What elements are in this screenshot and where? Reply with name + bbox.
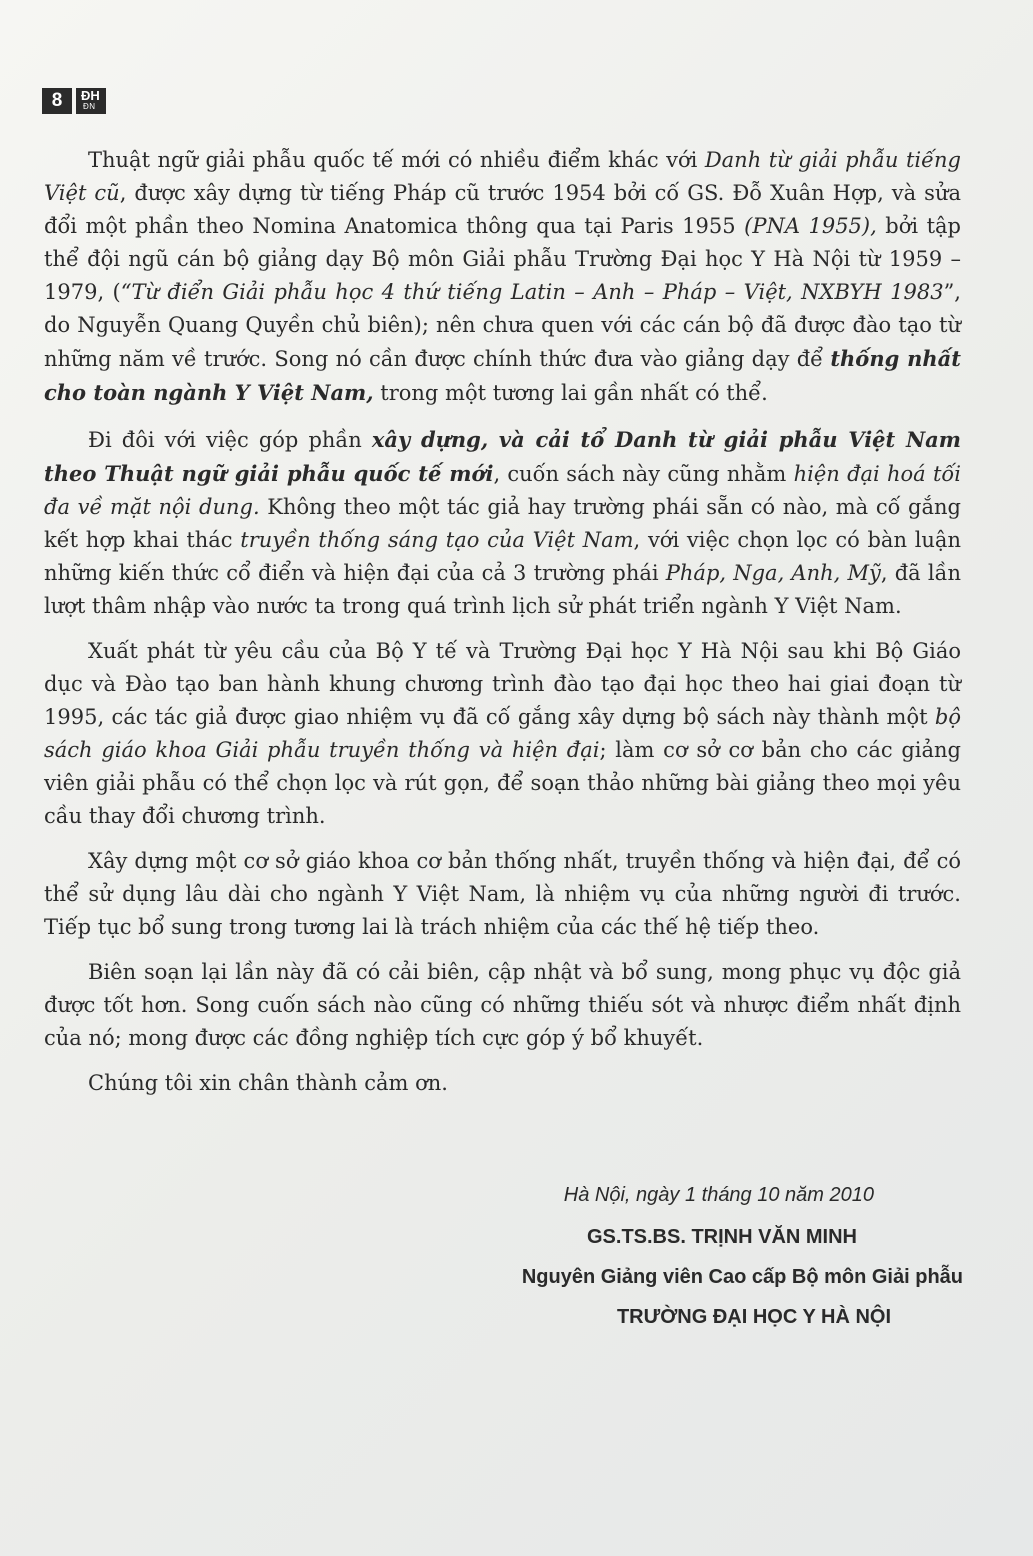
text-run: bộ sách giáo khoa Giải phẫu truyền thống và hiện đại [44, 705, 961, 762]
text-run: trong một tương lai gần nhất có thể. [373, 381, 768, 405]
paragraph [44, 956, 961, 1055]
paragraph [44, 845, 961, 944]
text-run: truyền thống sáng tạo của Việt Nam [240, 528, 634, 552]
page-number: 8 [42, 88, 72, 114]
text-run: Danh từ giải phẫu tiếng Việt cũ [44, 148, 961, 205]
text-run: ”, do Nguyễn Quang Quyền chủ biên); nên chưa quen với các cán bộ đã được đào tạo từ những năm về trước. Song nó cần được chính thức đưa vào giảng dạy để [44, 280, 961, 371]
paragraph [44, 635, 961, 833]
text-run: Pháp, Nga, Anh, Mỹ [665, 561, 881, 585]
preface-body [44, 144, 961, 1112]
paragraph [44, 1067, 961, 1100]
text-run: Thuật ngữ giải phẫu quốc tế mới có nhiều điểm khác với [88, 148, 705, 172]
text-run: “Từ điển Giải phẫu học 4 thứ tiếng Latin – Anh – Pháp – Việt, NXBYH 1983 [120, 280, 944, 304]
text-run: hiện đại hoá tối đa về mặt nội dung. [44, 462, 961, 519]
text-run: , với việc chọn lọc có bàn luận những kiến thức cổ điển và hiện đại của cả 3 trường phái [44, 528, 961, 585]
text-run: (PNA 1955), [744, 214, 877, 238]
text-run: Biên soạn lại lần này đã có cải biên, cập nhật và bổ sung, mong phục vụ độc giả được tốt hơn. Song cuốn sách nào cũng có những thiếu sót và nhược điểm nhất định của nó; mong được các đồng nghiệp tích cực góp ý bổ khuyết. [44, 960, 961, 1050]
signature-school: TRƯỜNG ĐẠI HỌC Y HÀ NỘI [616, 1306, 891, 1328]
paragraph [44, 144, 961, 410]
text-run: Xây dựng một cơ sở giáo khoa cơ bản thống nhất, truyền thống và hiện đại, để có thể sử dụng lâu dài cho ngành Y Việt Nam, là nhiệm vụ của những người đi trước. Tiếp tục bổ sung trong tương lai là trách nhiệm của các thế hệ tiếp theo. [44, 849, 961, 939]
text-run: Đi đôi với việc góp phần [88, 428, 372, 452]
logo-bottom-text: ĐN [83, 102, 96, 111]
text-run: , được xây dựng từ tiếng Pháp cũ trước 1954 bởi cố GS. Đỗ Xuân Hợp, và sửa đổi một phần theo Nomina Anatomica thông qua tại Paris 1955 [44, 181, 961, 238]
text-run: , cuốn sách này cũng nhằm [493, 462, 794, 486]
signature-name: GS.TS.BS. TRỊNH VĂN MINH [586, 1226, 857, 1248]
text-run: Xuất phát từ yêu cầu của Bộ Y tế và Trường Đại học Y Hà Nội sau khi Bộ Giáo dục và Đào tạo ban hành khung chương trình đào tạo đại học theo hai giai đoạn từ 1995, các tác giả được giao nhiệm vụ đã cố gắng xây dựng bộ sách này thành một [44, 639, 961, 729]
signature-date: Hà Nội, ngày 1 tháng 10 năm 2010 [563, 1184, 874, 1206]
text-run: Chúng tôi xin chân thành cảm ơn. [88, 1071, 448, 1095]
text-run: Không theo một tác giả hay trường phái sẵn có nào, mà cố gắng kết hợp khai thác [44, 495, 961, 552]
text-run: ; làm cơ sở cơ bản cho các giảng viên giải phẫu có thể chọn lọc và rút gọn, để soạn thảo những bài giảng theo mọi yêu cầu thay đổi chương trình. [44, 738, 961, 828]
text-run: thống nhất cho toàn ngành Y Việt Nam, [44, 346, 961, 405]
text-run: xây dựng, và cải tổ Danh từ giải phẫu Việt Nam theo Thuật ngữ giải phẫu quốc tế mới [44, 427, 961, 486]
paragraph [44, 423, 961, 623]
publisher-logo-icon [76, 88, 106, 114]
text-run: bởi tập thể đội ngũ cán bộ giảng dạy Bộ môn Giải phẫu Trường Đại học Y Hà Nội từ 1959 – 1979, ( [44, 214, 961, 304]
signature-title: Nguyên Giảng viên Cao cấp Bộ môn Giải phẫu [521, 1266, 963, 1288]
page-header [42, 88, 106, 114]
text-run: , đã lần lượt thâm nhập vào nước ta trong quá trình lịch sử phát triển ngành Y Việt Nam. [44, 561, 961, 618]
logo-top-text: ĐH [81, 88, 100, 103]
